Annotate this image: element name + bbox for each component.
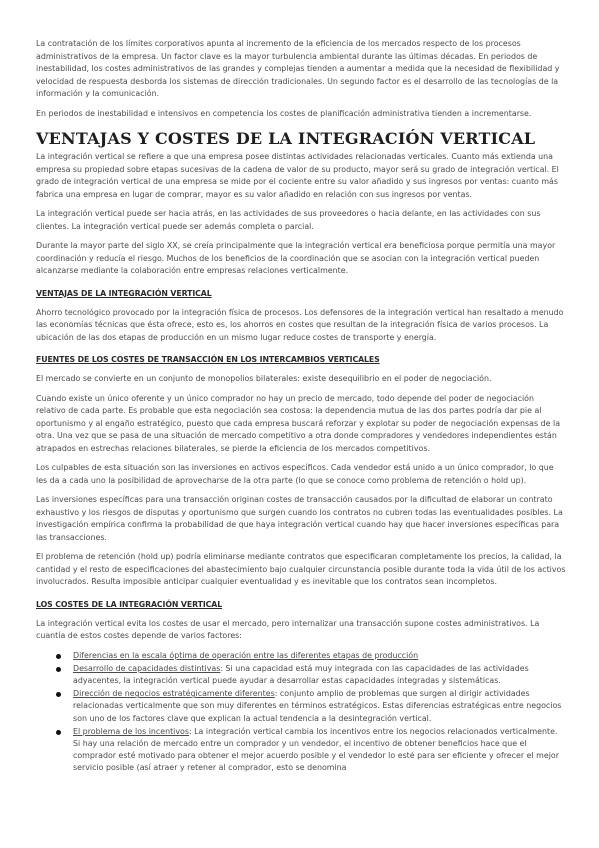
list-item-text: : Si una capacidad está muy integrada con las capacidades de las actividades adyacentes, la integración vertical puede ayudar a desarrollar estas capacidades integradas y sistemáticas. <box>73 663 529 685</box>
paragraph-specific-assets: Los culpables de esta situación son las inversiones en activos específicos. Cada vendedor está unido a un único comprador, lo que les da a cada uno la posibilidad de aprovecharse de la otra parte (lo que se conoce como problema de retención o hold up). <box>36 463 554 485</box>
bullet-icon <box>56 667 61 672</box>
list-item-term: El problema de los incentivos <box>73 726 189 736</box>
list-item-term: Diferencias en la escala óptima de operación entre las diferentes etapas de producción <box>73 650 419 660</box>
section-heading-advantages: VENTAJAS DE LA INTEGRACIÓN VERTICAL <box>36 288 212 298</box>
list-item-text: : conjunto amplio de problemas que surgen al dirigir actividades relacionadas verticalmente que son muy diferentes en términos estratégicos. Estas diferencias estratégicas entre negocios son uno de los factores clave que explican la actual tendencia a la desintegración vertical. <box>73 689 562 723</box>
paragraph-bilateral-monopolies: El mercado se convierte en un conjunto de monopolios bilaterales: existe desequilibrio en el poder de negociación. <box>36 374 492 383</box>
paragraph-twentieth-century: Durante la mayor parte del siglo XX, se creía principalmente que la integración vertical era beneficiosa porque permitía una mayor coordinación y reducía el riesgo. Muchos de los beneficios de la coordinación que se asocian con la integración vertical pueden alcanzarse mediante la colaboración entre empresas relaciones verticalmente. <box>36 241 556 275</box>
list-item <box>36 650 566 662</box>
paragraph-vertical-integration-definition: La integración vertical se refiere a que una empresa posee distintas actividades relacionadas verticales. Cuanto más extienda una empresa su propiedad sobre etapas sucesivas de la cadena de valor de su producto, mayor será su grado de integración vertical. El grado de integración vertical de una empresa se mide por el cociente entre su valor añadido y sus ingresos por ventas: cuanto más fabrica una empresa en lugar de comprar, mayor es su valor añadido en relación con sus ingresos por ventas. <box>36 152 559 199</box>
paragraph-specific-investments: Las inversiones específicas para una transacción originan costes de transacción causados por la dificultad de elaborar un contrato exhaustivo y los riesgos de disputas y oportunismo que surgen cuando los contratos no cubren todas las eventualidades posibles. La investigación empírica confirma la probabilidad de que haya integración vertical cuando hay que hacer inversiones específicas para las transacciones. <box>36 495 563 542</box>
section-heading-integration-costs: LOS COSTES DE LA INTEGRACIÓN VERTICAL <box>36 599 223 609</box>
main-heading: VENTAJAS Y COSTES DE LA INTEGRACIÓN VERTICAL <box>36 129 536 148</box>
paragraph-hold-up: El problema de retención (hold up) podría eliminarse mediante contratos que especificaran completamente los precios, la calidad, la cantidad y el resto de especificaciones del abastecimiento bajo cualquier circunstancia posible durante toda la vida útil de los activos involucrados. Resulta imposible anticipar cualquier eventualidad y es inevitable que los contratos sean incompletos. <box>36 552 566 586</box>
bullet-icon <box>56 654 61 659</box>
paragraph-technological-savings: Ahorro tecnológico provocado por la integración física de procesos. Los defensores de la integración vertical han resaltado a menudo las economías técnicas que ésta ofrece, esto es, los ahorros en costes que resultan de la integración física de varios procesos. La ubicación de las dos etapas de producción en un mismo lugar reduce costes de transporte y energía. <box>36 307 564 342</box>
document-page <box>36 38 566 776</box>
section-heading-transaction-costs: FUENTES DE LOS COSTES DE TRANSACCIÓN EN LOS INTERCAMBIOS VERTICALES <box>36 355 380 364</box>
list-item <box>36 688 566 725</box>
list-item <box>36 726 566 775</box>
factors-list <box>36 650 566 775</box>
bullet-icon <box>56 730 61 735</box>
paragraph-contracting-limits: La contratación de los límites corporativos apunta al incremento de la eficiencia de los mercados respecto de los procesos administrativos de la empresa. Un factor clave es la mayor turbulencia ambiental durante las últimas décadas. En periodos de inestabilidad, los costes administrativos de las grandes y complejas tienden a aumentar a medida que la necesidad de flexibilidad y velocidad de respuesta desborda los sistemas de dirección tradicionales. Un segundo factor es el desarrollo de las tecnologías de la información y la comunicación. <box>36 39 560 98</box>
paragraph-instability-costs: En periodos de inestabilidad e intensivos en competencia los costes de planificación administrativa tienden a incrementarse. <box>36 108 532 118</box>
list-item-term: Dirección de negocios estratégicamente diferentes <box>73 689 275 699</box>
list-item-term: Desarrollo de capacidades distintivas <box>73 663 221 673</box>
list-item <box>36 663 566 687</box>
paragraph-negotiation: Cuando existe un único oferente y un único comprador no hay un precio de mercado, todo depende del poder de negociación relativo de cada parte. Es probable que esta negociación sea costosa: la dependencia mutua de las dos partes podría dar pie al oportunismo y al engaño estratégico, puesto que cada empresa buscará reforzar y explotar su poder de negociación expensas de la otra. Una vez que se pasa de una situación de mercado competitivo a otra donde compradores y vendedores independientes están atrapados en estrechas relaciones bilaterales, se pierde la eficiencia de los mercados competitivos. <box>36 393 561 453</box>
bullet-icon <box>56 692 61 697</box>
list-item-text: : La integración vertical cambia los incentivos entre los negocios relacionados verticalmente. Si hay una relación de mercado entre un comprador y un vendedor, el incentivo de obtener beneficios hace que el comprador esté motivado para obtener el mejor acuerdo posible y el vendedor lo esté para ser eficiente y ofrecer el mejor servicio posible (así atraer y retener al comprador, esto se denomina <box>73 726 559 773</box>
paragraph-integration-direction: La integración vertical puede ser hacia atrás, en las actividades de sus proveedores o hacia delante, en las actividades con sus clientes. La integración vertical puede ser además completa o parcial. <box>36 209 541 231</box>
paragraph-integration-costs: La integración vertical evita los costes de usar el mercado, pero internalizar una transacción supone costes administrativos. La cuantía de estos costes depende de varios factores: <box>36 618 540 640</box>
